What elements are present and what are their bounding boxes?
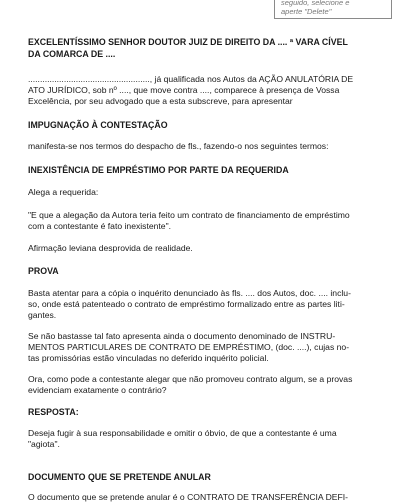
note-line-1: seguido, selecione e (281, 0, 350, 7)
section-inexistencia-title: INEXISTÊNCIA DE EMPRÉSTIMO POR PARTE DA REQUERIDA (28, 165, 289, 175)
section-impugnacao-title: IMPUGNAÇÃO À CONTESTAÇÃO (28, 120, 168, 130)
prova-p1-line-2: so, onde está patenteado o contrato de empréstimo formalizado entre as partes liti- (28, 299, 345, 309)
section-documento-title: DOCUMENTO QUE SE PRETENDE ANULAR (28, 472, 211, 482)
section-inexistencia-statement: Afirmação leviana desprovida de realidade. (28, 243, 193, 253)
section-prova-title: PROVA (28, 266, 59, 276)
intro-line-2: ATO JURÍDICO, sob nº ...., que move contra ...., comparece à presença de Vossa (28, 85, 340, 95)
resposta-line-2: "agiota". (28, 439, 60, 449)
section-impugnacao-text: manifesta-se nos termos do despacho de fls., fazendo-o nos seguintes termos: (28, 141, 329, 151)
prova-p1-line-3: gantes. (28, 310, 57, 320)
section-documento-paragraph: O documento que se pretende anular é o CONTRATO DE TRANSFERÊNCIA DEFI- (28, 492, 349, 502)
resposta-line-1: Deseja fugir à sua responsabilidade e omitir o óbvio, de que a contestante é uma (28, 428, 337, 438)
intro-paragraph (28, 74, 372, 107)
prova-p1-line-1: Basta atentar para a cópia o inquérito denunciado às fls. .... dos Autos, doc. .... inclu- (28, 288, 351, 298)
prova-p2-line-2: MENTOS PARTICULARES DE CONTRATO DE EMPRÉSTIMO, (doc. ....), cujas no- (28, 342, 350, 352)
section-prova-paragraph-1 (28, 288, 372, 321)
section-resposta-title: RESPOSTA: (28, 407, 79, 417)
court-address-line-1: EXCELENTÍSSIMO SENHOR DOUTOR JUIZ DE DIREITO DA .... ª VARA CÍVEL (28, 37, 348, 47)
section-prova-paragraph-2 (28, 331, 372, 364)
section-prova-paragraph-3 (28, 374, 372, 396)
section-resposta-paragraph (28, 428, 372, 450)
instruction-note (274, 0, 392, 19)
section-inexistencia-claim: Alega a requerida: (28, 187, 99, 197)
section-inexistencia-quote (28, 210, 372, 232)
prova-p3-line-1: Ora, como pode a contestante alegar que não promoveu contrato algum, se a provas (28, 374, 353, 384)
intro-line-1: ..................................................., já qualificada nos Autos da AÇÃO ANULATÓRIA DE (28, 74, 354, 84)
quote-line-1: "E que a alegação da Autora teria feito um contrato de financiamento de empréstimo (28, 210, 350, 220)
prova-p2-line-1: Se não bastasse tal fato apresenta ainda o documento denominado de INSTRU- (28, 331, 336, 341)
note-line-2: aperte "Delete" (281, 7, 332, 16)
prova-p2-line-3: tas promissórias estão vinculadas no deferido inquérito policial. (28, 353, 269, 363)
court-address-line-2: DA COMARCA DE .... (28, 48, 116, 59)
court-address (28, 37, 372, 60)
intro-line-3: Excelência, por seu advogado que a esta subscreve, para apresentar (28, 96, 293, 106)
document-body (28, 37, 372, 503)
quote-line-2: com a contestante é fato inexistente". (28, 221, 172, 231)
prova-p3-line-2: evidenciam exatamente o contrário? (28, 385, 167, 395)
